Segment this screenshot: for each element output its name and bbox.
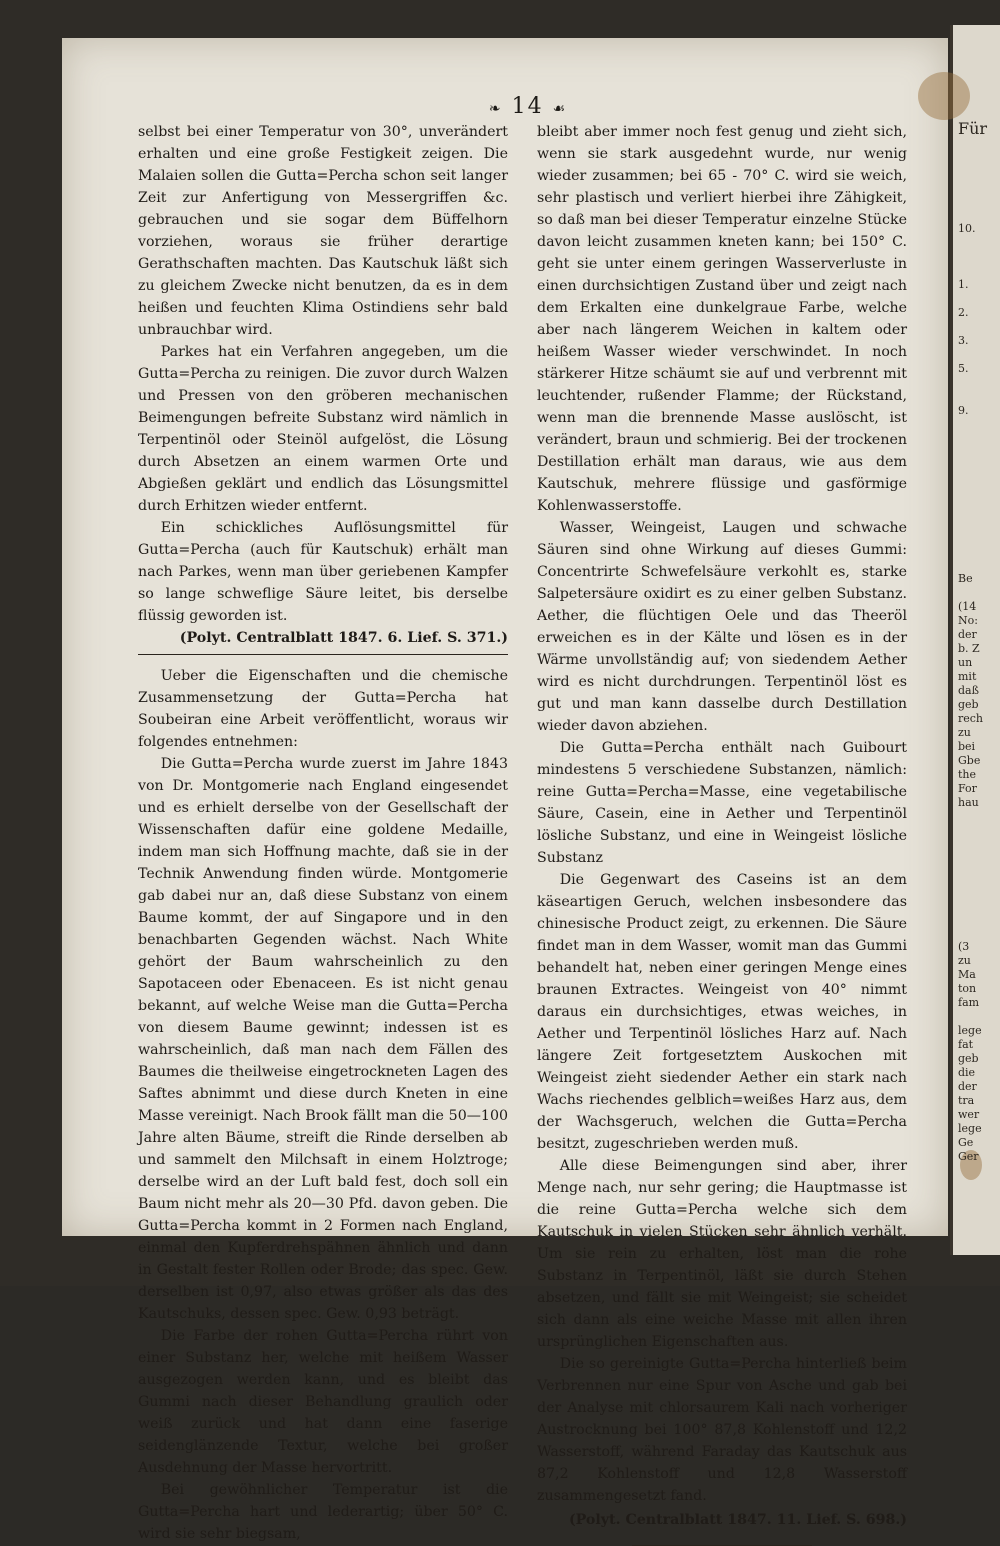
source-citation: (Polyt. Centralblatt 1847. 6. Lief. S. 371.) — [179, 630, 508, 646]
paragraph: Alle diese Beimengungen sind aber, ihrer Menge nach, nur sehr gering; die Hauptmasse ist die reine Gutta=Percha welche sich dem Kautschuk in vielen Stücken sehr ähnlich verhält. Um sie rein zu erhalten, löst man die rohe Substanz in Terpentinöl, läßt sie durch Stehen absetzen, und fällt sie mit Weingeist; sie scheidet sich dann als eine weiche Masse mit allen ihren ursprünglichen Eigenschaften aus. — [537, 1158, 907, 1350]
paragraph: Bei gewöhnlicher Temperatur ist die Gutta=Percha hart und lederartig; über 50° C. wird sie sehr biegsam, — [138, 1482, 508, 1542]
facing-page-text-top: Für — [958, 119, 988, 138]
paragraph: Die Gutta=Percha enthält nach Guibourt mindestens 5 verschiedene Substanzen, nämlich: reine Gutta=Percha=Masse, eine vegetabilische Säure, Casein, eine in Aether und Terpentinöl lösliche Substanz, und eine in Weingeist lösliche Substanz — [537, 740, 907, 866]
source-citation: (Polyt. Centralblatt 1847. 11. Lief. S. 698.) — [568, 1512, 907, 1528]
left-column — [138, 121, 508, 1545]
paragraph: Ueber die Eigenschaften und die chemische Zusammensetzung der Gutta=Percha hat Soubeiran eine Arbeit veröffentlicht, woraus wir folgendes entnehmen: — [138, 668, 508, 750]
section-divider — [138, 654, 508, 655]
ornament-left-icon: ❧ — [488, 101, 503, 117]
paragraph: Die so gereinigte Gutta=Percha hinterließ beim Verbrennen nur eine Spur von Asche und gab bei der Analyse mit chlorsaurem Kali nach vorheriger Austrocknung bei 100° 87,8 Kohlenstoff und 12,2 Wasserstoff, während Faraday das Kautschuk aus 87,2 Kohlenstoff und 12,8 Wasserstoff zusammengesetzt fand. — [537, 1356, 907, 1504]
right-column — [537, 121, 907, 1546]
paragraph: Ein schickliches Auflösungsmittel für Gutta=Percha (auch für Kautschuk) erhält man nach Parkes, wenn man über geriebenen Kampfer so lange schweflige Säure leitet, bis derselbe flüssig geworden ist. — [138, 520, 508, 624]
page-number: 14 — [511, 94, 544, 119]
paragraph: Die Farbe der rohen Gutta=Percha rührt von einer Substanz her, welche mit heißem Wasser ausgezogen werden kann, und es bleibt das Gummi nach dieser Behandlung graulich oder weiß zurück und hat dann eine faserige seidenglänzende Textur, welche bei großer Ausdehnung der Masse hervortritt. — [138, 1328, 508, 1476]
page-header — [468, 94, 588, 119]
paragraph: Die Gutta=Percha wurde zuerst im Jahre 1843 von Dr. Montgomerie nach England eingesendet und es erhielt derselbe von der Gesellschaft der Wissenschaften dafür eine goldene Medaille, indem man sich Hoffnung machte, daß sie in der Technik Anwendung finden würde. Montgomerie gab dabei nur an, daß diese Substanz von einem Baume kommt, der auf Singapore und in den benachbarten Gegenden wächst. Nach White gehört der Baum wahrscheinlich zu den Sapotaceen oder Ebenaceen. Es ist nicht genau bekannt, auf welche Weise man die Gutta=Percha von diesem Baume gewinnt; indessen ist es wahrscheinlich, daß man nach dem Fällen des Baumes die theilweise eingetrockneten Lagen des Saftes abnimmt und diese durch Kneten in eine Masse vereinigt. Nach Brook fällt man die 50—100 Jahre alten Bäume, streift die Rinde derselben ab und sammelt den Milchsaft in einem Holztroge; derselbe wird an der Luft bald fest, doch soll ein Baum nicht mehr als 20—30 Pfd. davon geben. Die Gutta=Percha kommt in 2 Formen nach England, einmal den Kupferdrehspähnen ähnlich und dann in Gestalt fester Rollen oder Brode; das spec. Gew. derselben ist 0,97, also etwas größer als das des Kautschuks, dessen spec. Gew. 0,93 beträgt. — [138, 756, 508, 1322]
paragraph: Parkes hat ein Verfahren angegeben, um die Gutta=Percha zu reinigen. Die zuvor durch Walzen und Pressen von den gröberen mechanischen Beimengungen befreite Substanz wird nämlich in Terpentinöl oder Steinöl aufgelöst, die Lösung durch Absetzen an einem warmen Orte und Abgießen geklärt und endlich das Lösungsmittel durch Erhitzen wieder entfernt. — [138, 344, 508, 514]
paragraph: selbst bei einer Temperatur von 30°, unverändert erhalten und eine große Festigkeit zeigen. Die Malaien sollen die Gutta=Percha schon seit langer Zeit zur Anfertigung von Messergriffen &c. gebrauchen und sie sogar dem Büffelhorn vorziehen, woraus sie früher derartige Gerathschaften machten. Das Kautschuk läßt sich zu gleichem Zwecke nicht benutzen, da es in dem heißen und feuchten Klima Ostindiens sehr bald unbrauchbar wird. — [138, 124, 508, 338]
facing-page-text-mid: 10. 1. 2. 3. 5. 9. — [958, 222, 976, 417]
paragraph: Die Gegenwart des Caseins ist an dem käseartigen Geruch, welchen insbesondere das chinesische Product zeigt, zu erkennen. Die Säure findet man in dem Wasser, womit man das Gummi behandelt hat, neben einer geringen Menge eines braunen Extractes. Weingeist von 40° nimmt daraus ein durchsichtiges, etwas weiches, in Aether und Terpentinöl lösliches Harz auf. Nach längere Zeit fortgesetztem Auskochen mit Weingeist zieht siedender Aether ein stark nach Wachs riechendes gelblich=weißes Harz aus, dem der Wachsgeruch, welchen die Gutta=Percha besitzt, zugeschrieben werden muß. — [537, 872, 907, 1152]
facing-page-text-bottom: (3 zu Ma ton fam lege fat geb die der tra wer lege Ge Ger — [958, 940, 982, 1163]
paragraph: bleibt aber immer noch fest genug und zieht sich, wenn sie stark ausgedehnt wurde, nur wenig wieder zusammen; bei 65 - 70° C. wird sie weich, sehr plastisch und verliert hierbei ihre Zähigkeit, so daß man bei dieser Temperatur einzelne Stücke davon leicht zusammen kneten kann; bei 150° C. geht sie unter einem geringen Wasserverluste in einen durchsichtigen Zustand über und zeigt nach dem Erkalten eine dunkelgraue Farbe, welche aber nach längerem Weichen in kaltem oder heißem Wasser wieder verschwindet. In noch stärkerer Hitze schäumt sie auf und verbrennt mit leuchtender, rußender Flamme; der Rückstand, wenn man die brennende Masse auslöscht, ist verändert, braun und schmierig. Bei der trockenen Destillation erhält man daraus, wie aus dem Kautschuk, mehrere flüssige und gasförmige Kohlenwasserstoffe. — [537, 124, 907, 514]
ornament-right-icon: ☙ — [552, 101, 568, 117]
stain-top-right — [918, 72, 970, 120]
paragraph: Wasser, Weingeist, Laugen und schwache Säuren sind ohne Wirkung auf dieses Gummi: Concentrirte Schwefelsäure verkohlt es, starke Salpetersäure oxidirt es zu einer gelben Substanz. Aether, die flüchtigen Oele und das Theeröl erweichen es in der Kälte und lösen es in der Wärme unvollständig auf; von siedendem Aether wird es nicht durchdrungen. Terpentinöl löst es gut und man kann dasselbe durch Destillation wieder davon abziehen. — [537, 520, 907, 734]
facing-page-text-lower: Be (14 No: der b. Z un mit daß geb rech zu bei Gbe the For hau — [958, 572, 984, 809]
